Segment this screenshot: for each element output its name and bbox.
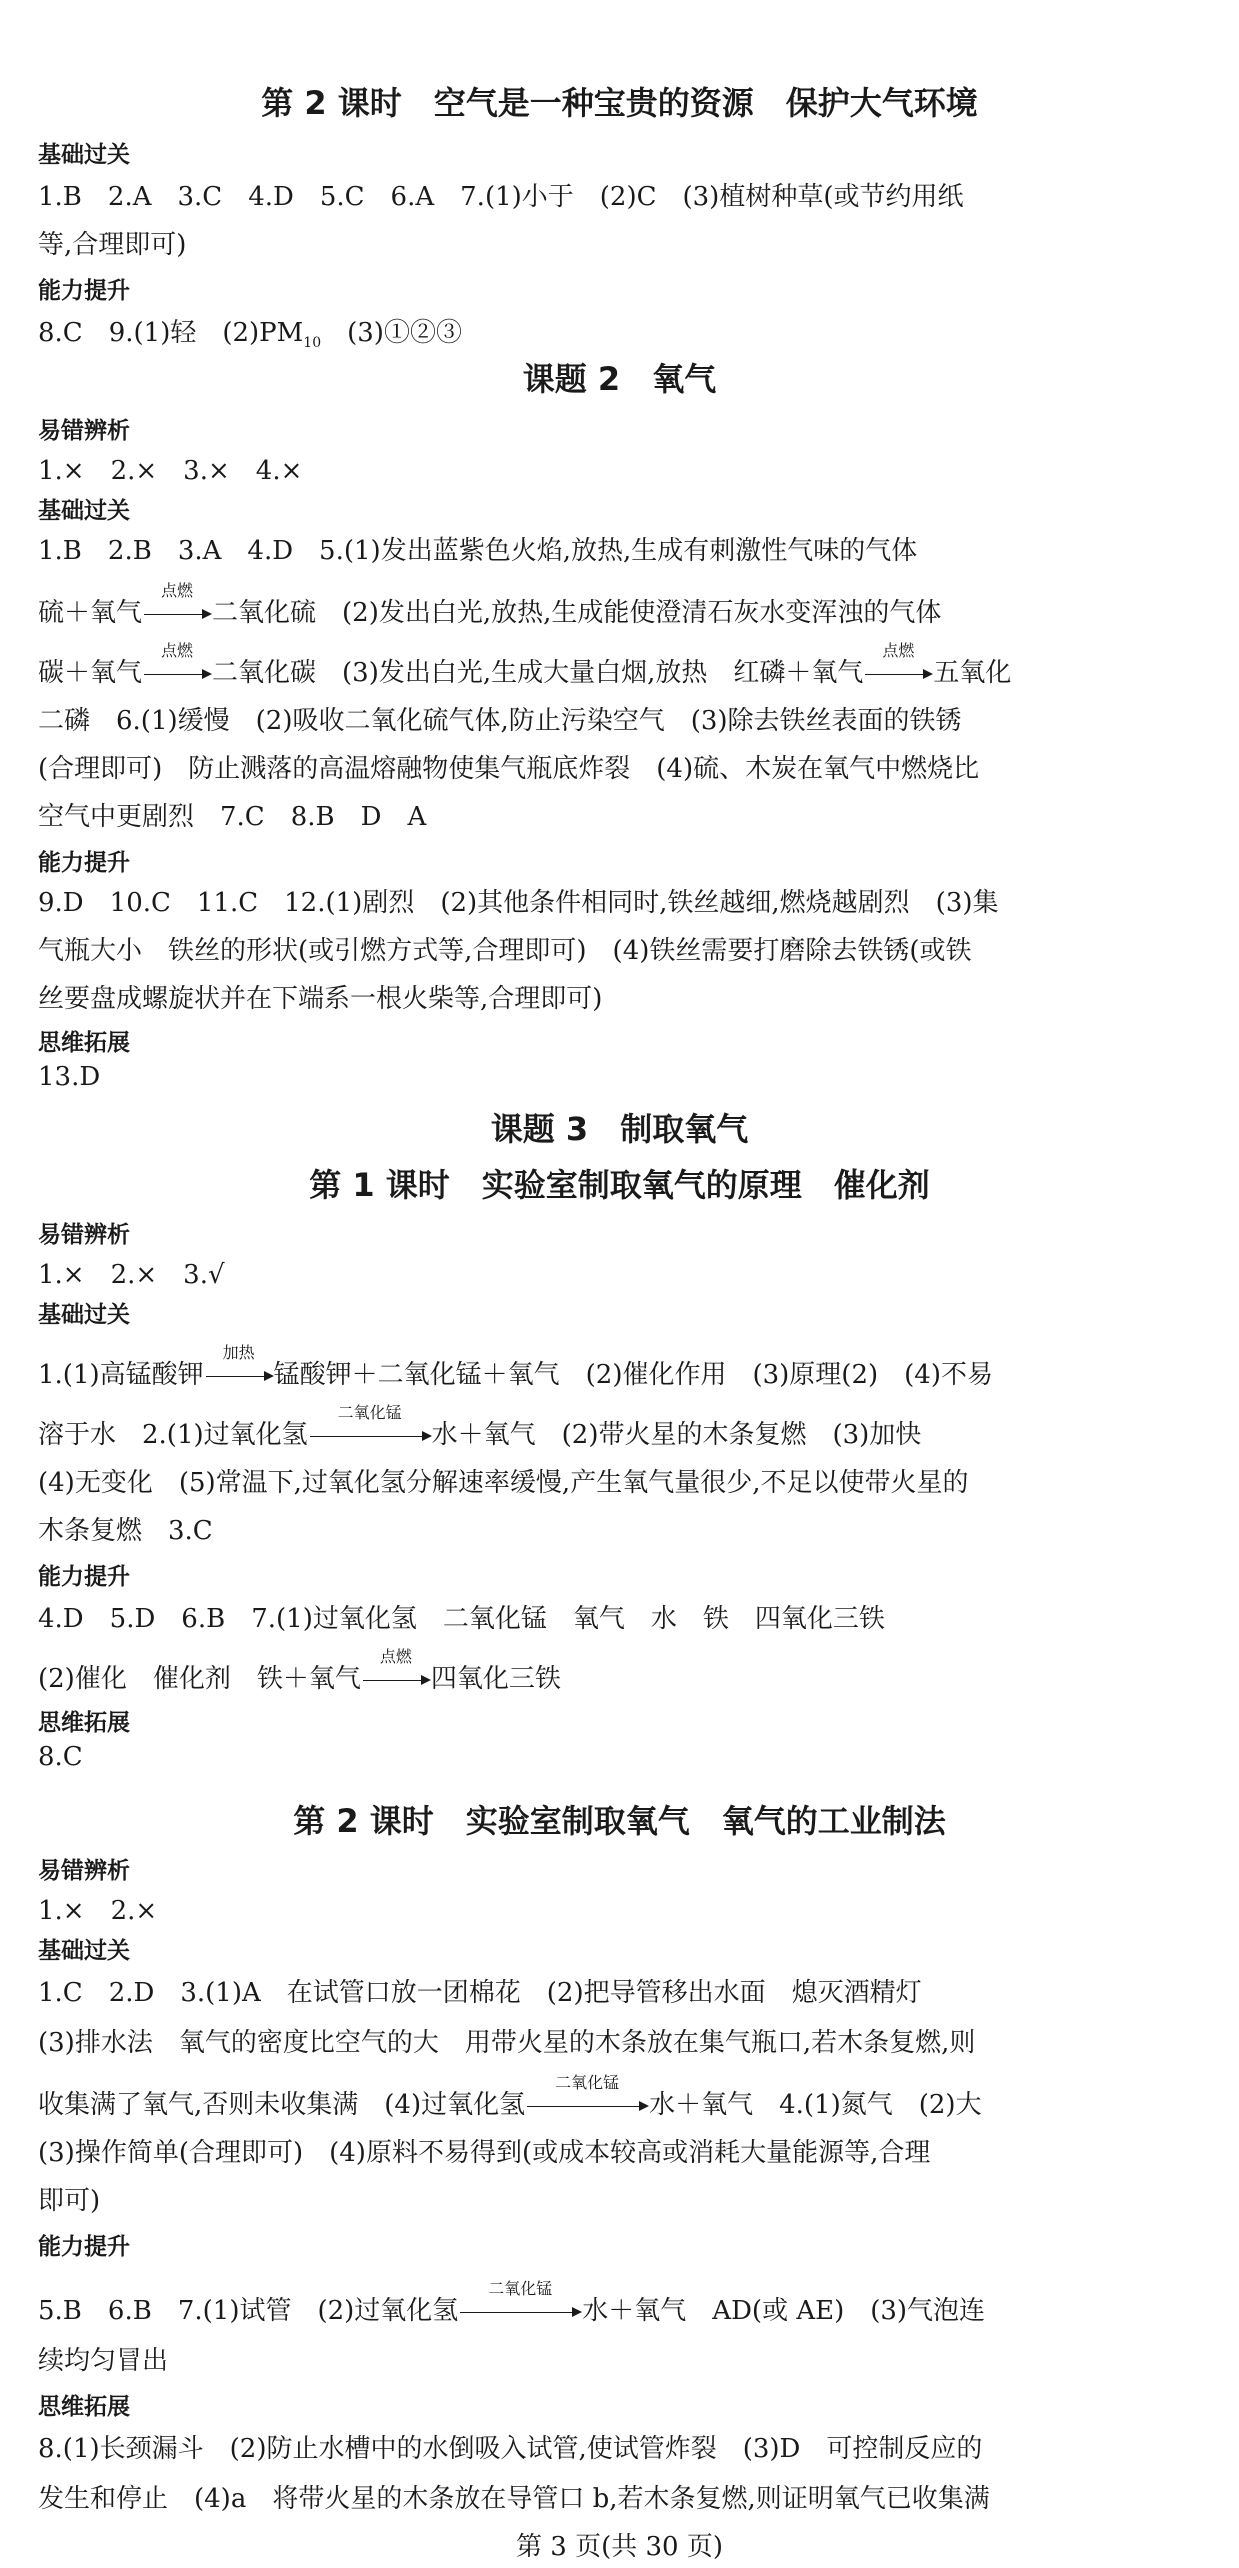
reaction-arrow [204,1343,274,1390]
answer-line [38,1343,993,1391]
answer-line: 1.C 2.D 3.(1)A 在试管口放一团棉花 (2)把导管移出水面 熄灭酒精灯 [38,1978,922,2008]
reaction-condition: 点燃 [161,581,194,600]
answer-line: 续均匀冒出 [38,2346,169,2376]
answer-line: 8.(1)长颈漏斗 (2)防止水槽中的水倒吸入试管,使试管炸裂 (3)D 可控制反应的 [38,2434,983,2464]
reaction-condition: 二氧化锰 [488,2279,553,2298]
answer-line [38,1403,922,1451]
answer-line: 13.D [38,1062,101,1092]
section-heading-errors: 易错辨析 [38,1858,130,1884]
answer-line [38,1647,561,1695]
subscript: 10 [303,335,322,351]
reaction-condition: 点燃 [882,641,915,660]
section-heading-basic: 基础过关 [38,1302,130,1328]
answer-text: 1.(1)高锰酸钾 [38,1360,204,1390]
section-heading-ability: 能力提升 [38,850,130,876]
lesson-title: 第 2 课时 空气是一种宝贵的资源 保护大气环境 [261,84,978,122]
topic-title: 课题 3 制取氧气 [490,1110,749,1148]
answer-text: 水＋氧气 (2)带火星的木条复燃 (3)加快 [431,1420,922,1450]
answer-line [38,2073,982,2121]
reaction-arrow [458,2279,582,2326]
section-heading-errors: 易错辨析 [38,418,130,444]
answer-line: 气瓶大小 铁丝的形状(或引燃方式等,合理即可) (4)铁丝需要打磨除去铁锈(或铁 [38,936,972,966]
answer-line: 1.B 2.A 3.C 4.D 5.C 6.A 7.(1)小于 (2)C (3)植树种草(或节约用纸 [38,182,964,212]
answer-text: 锰酸钾＋二氧化锰＋氧气 (2)催化作用 (3)原理(2) (4)不易 [273,1360,993,1390]
section-heading-thinking: 思维拓展 [38,1710,130,1736]
answer-text: (3)①②③ [321,318,462,348]
reaction-condition: 二氧化锰 [337,1403,402,1422]
lesson-title: 第 1 课时 实验室制取氧气的原理 催化剂 [309,1166,930,1204]
reaction-arrow [863,641,933,688]
lesson-title: 第 2 课时 实验室制取氧气 氧气的工业制法 [293,1802,946,1840]
section-heading-thinking: 思维拓展 [38,1030,130,1056]
answer-text: 硫＋氧气 [38,598,143,628]
answer-line [38,2279,986,2327]
section-heading-thinking: 思维拓展 [38,2394,130,2420]
answer-line: 1.× 2.× 3.× 4.× [38,456,303,486]
answer-line: 1.× 2.× [38,1896,158,1926]
answer-text: 水＋氧气 AD(或 AE) (3)气泡连 [582,2296,986,2326]
section-heading-basic: 基础过关 [38,1938,130,1964]
answer-text: 二氧化碳 (3)发出白光,生成大量白烟,放热 红磷＋氧气 [212,658,864,688]
reaction-arrow [308,1403,432,1450]
answer-line [38,641,1012,689]
answer-line: 等,合理即可) [38,230,187,260]
answer-text: (2)催化 催化剂 铁＋氧气 [38,1664,361,1694]
answer-line: (3)操作简单(合理即可) (4)原料不易得到(或成本较高或消耗大量能源等,合理 [38,2138,931,2168]
answer-line: (3)排水法 氧气的密度比空气的大 用带火星的木条放在集气瓶口,若木条复燃,则 [38,2028,976,2058]
reaction-condition: 加热 [222,1343,255,1362]
answer-text: 收集满了氧气,否则未收集满 (4)过氧化氢 [38,2090,526,2120]
answer-text: 8.C 9.(1)轻 (2)PM [38,318,304,348]
answer-line: 1.B 2.B 3.A 4.D 5.(1)发出蓝紫色火焰,放热,生成有刺激性气味的气体 [38,536,918,566]
section-heading-ability: 能力提升 [38,1564,130,1590]
answer-text: 二氧化硫 (2)发出白光,放热,生成能使澄清石灰水变浑浊的气体 [212,598,942,628]
answer-text: 5.B 6.B 7.(1)试管 (2)过氧化氢 [38,2296,459,2326]
answer-text: 五氧化 [933,658,1012,688]
answer-line [38,581,942,629]
answer-text: 水＋氧气 4.(1)氮气 (2)大 [649,2090,982,2120]
reaction-condition: 二氧化锰 [555,2073,620,2092]
answer-text: 四氧化三铁 [430,1664,561,1694]
answer-line: 9.D 10.C 11.C 12.(1)剧烈 (2)其他条件相同时,铁丝越细,燃烧越剧烈 (3)集 [38,888,999,918]
reaction-arrow [361,1647,431,1694]
answer-line: 木条复燃 3.C [38,1516,213,1546]
topic-title: 课题 2 氧气 [522,360,717,398]
reaction-arrow [142,581,212,628]
reaction-arrow [142,641,212,688]
answer-line: (合理即可) 防止溅落的高温熔融物使集气瓶底炸裂 (4)硫、木炭在氧气中燃烧比 [38,754,980,784]
section-heading-basic: 基础过关 [38,498,130,524]
section-heading-ability: 能力提升 [38,278,130,304]
answer-line: (4)无变化 (5)常温下,过氧化氢分解速率缓慢,产生氧气量很少,不足以使带火星的 [38,1468,969,1498]
reaction-condition: 点燃 [379,1647,412,1666]
answer-text: 碳＋氧气 [38,658,143,688]
answer-line: 4.D 5.D 6.B 7.(1)过氧化氢 二氧化锰 氧气 水 铁 四氧化三铁 [38,1604,885,1634]
answer-line: 空气中更剧烈 7.C 8.B D A [38,802,427,832]
reaction-condition: 点燃 [161,641,194,660]
reaction-arrow [525,2073,649,2120]
page-number: 第 3 页(共 30 页) [516,2532,723,2562]
answer-line: 即可) [38,2186,101,2216]
answer-line [38,312,462,351]
answer-line: 1.× 2.× 3.√ [38,1260,225,1290]
section-heading-ability: 能力提升 [38,2234,130,2260]
section-heading-errors: 易错辨析 [38,1222,130,1248]
section-heading-basic: 基础过关 [38,142,130,168]
answer-line: 发生和停止 (4)a 将带火星的木条放在导管口 b,若木条复燃,则证明氧气已收集满 [38,2484,990,2514]
answer-line: 二磷 6.(1)缓慢 (2)吸收二氧化硫气体,防止污染空气 (3)除去铁丝表面的铁锈 [38,706,962,736]
answer-line: 8.C [38,1742,83,1772]
answer-line: 丝要盘成螺旋状并在下端系一根火柴等,合理即可) [38,984,603,1014]
answer-text: 溶于水 2.(1)过氧化氢 [38,1420,308,1450]
